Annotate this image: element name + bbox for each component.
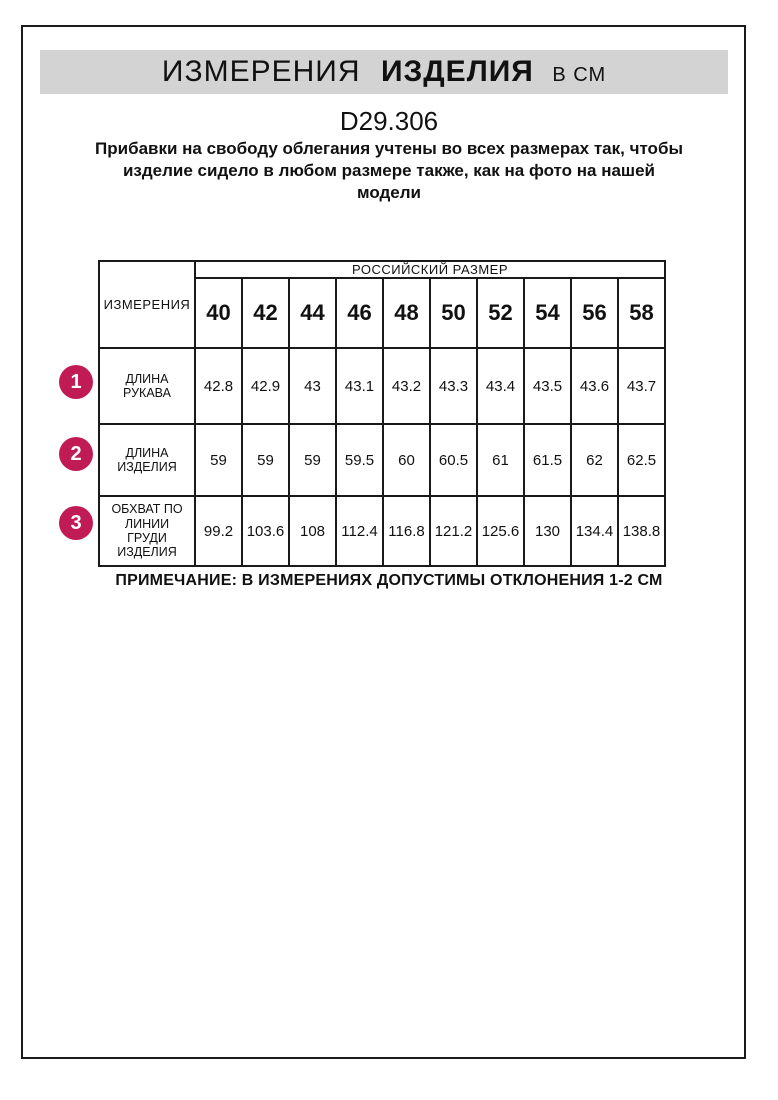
value-cell: 116.8: [383, 496, 430, 566]
value-cell: 112.4: [336, 496, 383, 566]
value-cell: 60: [383, 424, 430, 496]
size-cell: 40: [195, 278, 242, 348]
value-cell: 138.8: [618, 496, 665, 566]
value-cell: 43.1: [336, 348, 383, 424]
size-cell: 42: [242, 278, 289, 348]
size-cell: 50: [430, 278, 477, 348]
measurements-header-cell: ИЗМЕРЕНИЯ: [99, 261, 195, 348]
row-marker-badge-2: 2: [59, 437, 93, 471]
tolerance-note: ПРИМЕЧАНИЕ: В ИЗМЕРЕНИЯХ ДОПУСТИМЫ ОТКЛОНЕНИЯ 1-2 СМ: [115, 572, 663, 589]
value-cell: 61: [477, 424, 524, 496]
row-label-text: ОБХВАТ ПО ЛИНИИ ГРУДИ ИЗДЕЛИЯ: [111, 502, 183, 560]
size-table-container: [98, 260, 666, 567]
value-cell: 130: [524, 496, 571, 566]
value-cell: 43.2: [383, 348, 430, 424]
table-row-sleeve-length: [99, 348, 665, 424]
value-cell: 42.9: [242, 348, 289, 424]
row-label-cell: [99, 496, 195, 566]
value-cell: 62: [571, 424, 618, 496]
value-cell: 59: [242, 424, 289, 496]
value-cell: 43.7: [618, 348, 665, 424]
value-cell: 43.6: [571, 348, 618, 424]
title-banner: [40, 50, 728, 94]
value-cell: 59: [289, 424, 336, 496]
value-cell: 59: [195, 424, 242, 496]
value-cell: 125.6: [477, 496, 524, 566]
row-label-cell: [99, 424, 195, 496]
row-marker-badge-3: 3: [59, 506, 93, 540]
size-cell: 48: [383, 278, 430, 348]
size-group-header-cell: РОССИЙСКИЙ РАЗМЕР: [195, 261, 665, 278]
table-row-item-length: [99, 424, 665, 496]
row-marker-badge-1: 1: [59, 365, 93, 399]
size-cell: 52: [477, 278, 524, 348]
value-cell: 43: [289, 348, 336, 424]
value-cell: 42.8: [195, 348, 242, 424]
value-cell: 99.2: [195, 496, 242, 566]
row-label-text: ДЛИНА ИЗДЕЛИЯ: [117, 445, 177, 474]
value-cell: 59.5: [336, 424, 383, 496]
title-unit: В СМ: [552, 64, 607, 86]
value-cell: 60.5: [430, 424, 477, 496]
size-cell: 54: [524, 278, 571, 348]
value-cell: 43.3: [430, 348, 477, 424]
value-cell: 62.5: [618, 424, 665, 496]
value-cell: 134.4: [571, 496, 618, 566]
title-measurements: ИЗМЕРЕНИЯ: [161, 55, 361, 88]
size-cell: 58: [618, 278, 665, 348]
value-cell: 61.5: [524, 424, 571, 496]
model-code: D29.306: [339, 106, 439, 136]
title-product: ИЗДЕЛИЯ: [380, 55, 534, 88]
value-cell: 121.2: [430, 496, 477, 566]
size-table: [98, 260, 666, 567]
size-cell: 44: [289, 278, 336, 348]
value-cell: 43.5: [524, 348, 571, 424]
value-cell: 108: [289, 496, 336, 566]
value-cell: 43.4: [477, 348, 524, 424]
fit-note-paragraph: Прибавки на свободу облегания учтены во всех размерах так, чтобы изделие сидело в любом размере также, как на фото на нашей модели: [95, 139, 683, 202]
size-cell: 56: [571, 278, 618, 348]
row-label-text: ДЛИНА РУКАВА: [123, 371, 171, 400]
table-row-chest-girth: [99, 496, 665, 566]
row-label-cell: [99, 348, 195, 424]
value-cell: 103.6: [242, 496, 289, 566]
size-cell: 46: [336, 278, 383, 348]
